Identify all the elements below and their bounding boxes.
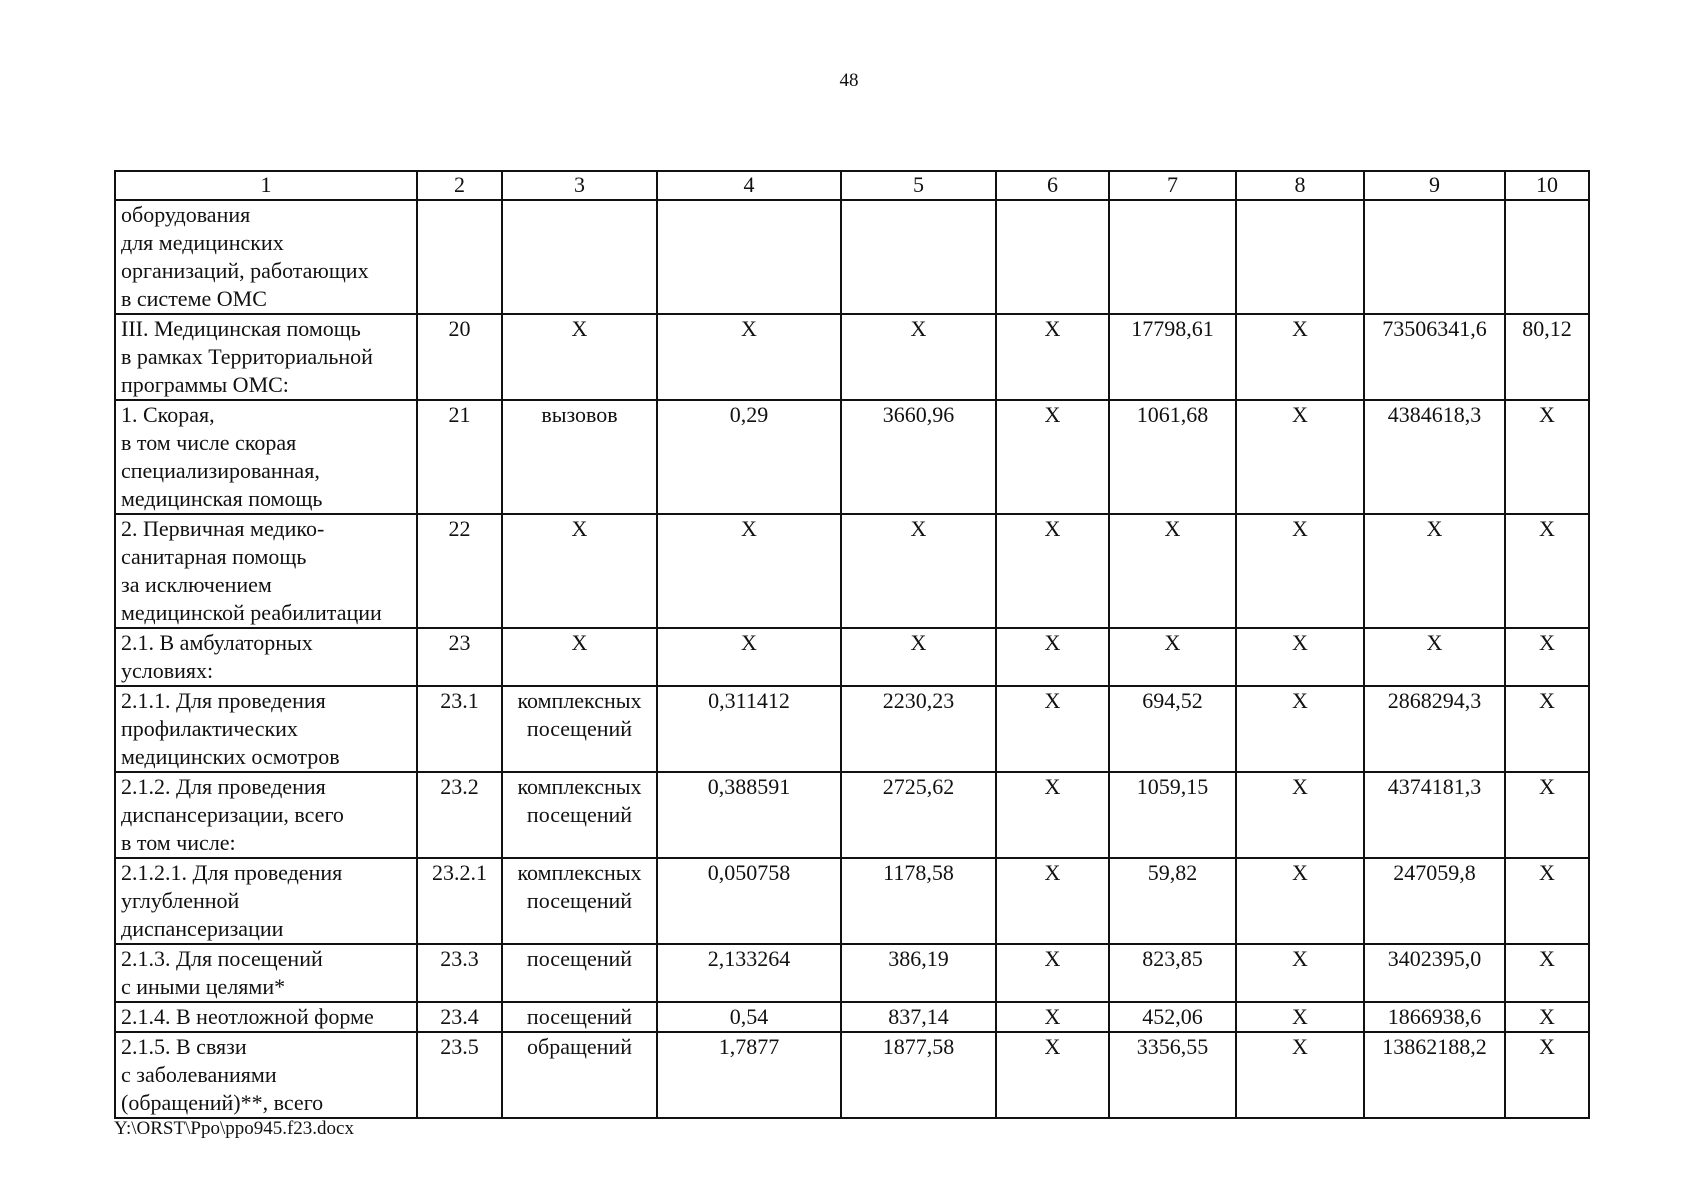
column-header: 6 [996, 171, 1109, 200]
row-col9: 1866938,6 [1364, 1002, 1505, 1032]
row-col10: Х [1505, 1002, 1589, 1032]
row-code [417, 200, 502, 314]
row-code: 23.1 [417, 686, 502, 772]
page-number: 48 [839, 70, 859, 91]
row-volume: Х [657, 314, 841, 400]
row-code: 22 [417, 514, 502, 628]
row-unit: посещений [502, 1002, 657, 1032]
row-code: 23.2.1 [417, 858, 502, 944]
row-col9: 3402395,0 [1364, 944, 1505, 1002]
row-volume: 0,388591 [657, 772, 841, 858]
row-col10: Х [1505, 772, 1589, 858]
row-col10: 80,12 [1505, 314, 1589, 400]
row-cost: 1877,58 [841, 1032, 996, 1118]
row-code: 21 [417, 400, 502, 514]
row-col8 [1236, 200, 1364, 314]
row-volume: 0,29 [657, 400, 841, 514]
row-col7 [1109, 200, 1236, 314]
file-path-footer: Y:\ORST\Ppo\ppo945.f23.docx [114, 1118, 354, 1139]
row-code: 23 [417, 628, 502, 686]
row-col10: Х [1505, 944, 1589, 1002]
row-col10: Х [1505, 514, 1589, 628]
row-col9: 4374181,3 [1364, 772, 1505, 858]
table-row [115, 858, 1589, 944]
row-col10 [1505, 200, 1589, 314]
row-code: 23.4 [417, 1002, 502, 1032]
row-col10: Х [1505, 400, 1589, 514]
row-cost: 837,14 [841, 1002, 996, 1032]
table-row [115, 1002, 1589, 1032]
row-cost: 2725,62 [841, 772, 996, 858]
row-col6: Х [996, 628, 1109, 686]
row-unit: комплексных посещений [502, 772, 657, 858]
row-label: 2.1.3. Для посещений с иными целями* [115, 944, 417, 1002]
row-cost [841, 200, 996, 314]
row-cost: Х [841, 314, 996, 400]
row-col9: 73506341,6 [1364, 314, 1505, 400]
row-unit [502, 200, 657, 314]
row-col8: Х [1236, 314, 1364, 400]
row-col9: 4384618,3 [1364, 400, 1505, 514]
row-col6: Х [996, 944, 1109, 1002]
row-unit: комплексных посещений [502, 858, 657, 944]
row-col7: 59,82 [1109, 858, 1236, 944]
row-col7: Х [1109, 628, 1236, 686]
row-col6: Х [996, 858, 1109, 944]
row-col10: Х [1505, 858, 1589, 944]
column-header: 3 [502, 171, 657, 200]
row-cost: Х [841, 514, 996, 628]
table-row [115, 514, 1589, 628]
row-label: 1. Скорая, в том числе скорая специализированная, медицинская помощь [115, 400, 417, 514]
row-unit: Х [502, 514, 657, 628]
row-col10: Х [1505, 628, 1589, 686]
table-row [115, 200, 1589, 314]
column-header: 10 [1505, 171, 1589, 200]
table-row [115, 686, 1589, 772]
row-col9: 2868294,3 [1364, 686, 1505, 772]
row-col9 [1364, 200, 1505, 314]
table-row [115, 628, 1589, 686]
row-unit: вызовов [502, 400, 657, 514]
row-col7: 823,85 [1109, 944, 1236, 1002]
row-label: 2. Первичная медико- санитарная помощь за исключением медицинской реабилитации [115, 514, 417, 628]
column-header: 1 [115, 171, 417, 200]
row-volume: 0,54 [657, 1002, 841, 1032]
row-col6: Х [996, 1032, 1109, 1118]
row-label: 2.1.4. В неотложной форме [115, 1002, 417, 1032]
row-label: 2.1.2.1. Для проведения углубленной диспансеризации [115, 858, 417, 944]
row-label: 2.1.2. Для проведения диспансеризации, всего в том числе: [115, 772, 417, 858]
row-label: 2.1. В амбулаторных условиях: [115, 628, 417, 686]
row-unit: посещений [502, 944, 657, 1002]
row-col10: Х [1505, 686, 1589, 772]
row-col10: Х [1505, 1032, 1589, 1118]
row-col6: Х [996, 686, 1109, 772]
row-col7: 452,06 [1109, 1002, 1236, 1032]
row-col7: Х [1109, 514, 1236, 628]
row-volume [657, 200, 841, 314]
row-col7: 3356,55 [1109, 1032, 1236, 1118]
row-label: III. Медицинская помощь в рамках Территориальной программы ОМС: [115, 314, 417, 400]
row-col8: Х [1236, 772, 1364, 858]
row-col9: 13862188,2 [1364, 1032, 1505, 1118]
row-col6: Х [996, 400, 1109, 514]
column-header: 4 [657, 171, 841, 200]
row-col6: Х [996, 1002, 1109, 1032]
row-col8: Х [1236, 944, 1364, 1002]
row-volume: 1,7877 [657, 1032, 841, 1118]
row-unit: Х [502, 314, 657, 400]
row-code: 23.5 [417, 1032, 502, 1118]
row-col7: 1059,15 [1109, 772, 1236, 858]
row-col8: Х [1236, 858, 1364, 944]
row-col6: Х [996, 514, 1109, 628]
row-col7: 17798,61 [1109, 314, 1236, 400]
row-volume: 0,311412 [657, 686, 841, 772]
row-unit: обращений [502, 1032, 657, 1118]
row-volume: Х [657, 628, 841, 686]
row-col8: Х [1236, 628, 1364, 686]
column-header: 5 [841, 171, 996, 200]
row-volume: 0,050758 [657, 858, 841, 944]
row-unit: Х [502, 628, 657, 686]
row-col6: Х [996, 772, 1109, 858]
row-col8: Х [1236, 1032, 1364, 1118]
row-col8: Х [1236, 1002, 1364, 1032]
column-header: 8 [1236, 171, 1364, 200]
row-col8: Х [1236, 400, 1364, 514]
row-code: 23.2 [417, 772, 502, 858]
data-table [114, 170, 1590, 1119]
row-col8: Х [1236, 686, 1364, 772]
row-col9: 247059,8 [1364, 858, 1505, 944]
row-col6: Х [996, 314, 1109, 400]
row-code: 20 [417, 314, 502, 400]
row-cost: Х [841, 628, 996, 686]
row-volume: 2,133264 [657, 944, 841, 1002]
row-label: оборудования для медицинских организаций, работающих в системе ОМС [115, 200, 417, 314]
table-row [115, 1032, 1589, 1118]
row-col9: Х [1364, 514, 1505, 628]
column-header: 7 [1109, 171, 1236, 200]
row-col7: 694,52 [1109, 686, 1236, 772]
table-row [115, 400, 1589, 514]
row-volume: Х [657, 514, 841, 628]
row-cost: 1178,58 [841, 858, 996, 944]
row-label: 2.1.1. Для проведения профилактических медицинских осмотров [115, 686, 417, 772]
row-unit: комплексных посещений [502, 686, 657, 772]
table-header-row [115, 171, 1589, 200]
column-header: 9 [1364, 171, 1505, 200]
row-cost: 2230,23 [841, 686, 996, 772]
row-cost: 3660,96 [841, 400, 996, 514]
table-row [115, 944, 1589, 1002]
row-code: 23.3 [417, 944, 502, 1002]
row-label: 2.1.5. В связи с заболеваниями (обращений)**, всего [115, 1032, 417, 1118]
column-header: 2 [417, 171, 502, 200]
table-row [115, 772, 1589, 858]
row-col6 [996, 200, 1109, 314]
row-col9: Х [1364, 628, 1505, 686]
row-col7: 1061,68 [1109, 400, 1236, 514]
row-col8: Х [1236, 514, 1364, 628]
row-cost: 386,19 [841, 944, 996, 1002]
table-row [115, 314, 1589, 400]
